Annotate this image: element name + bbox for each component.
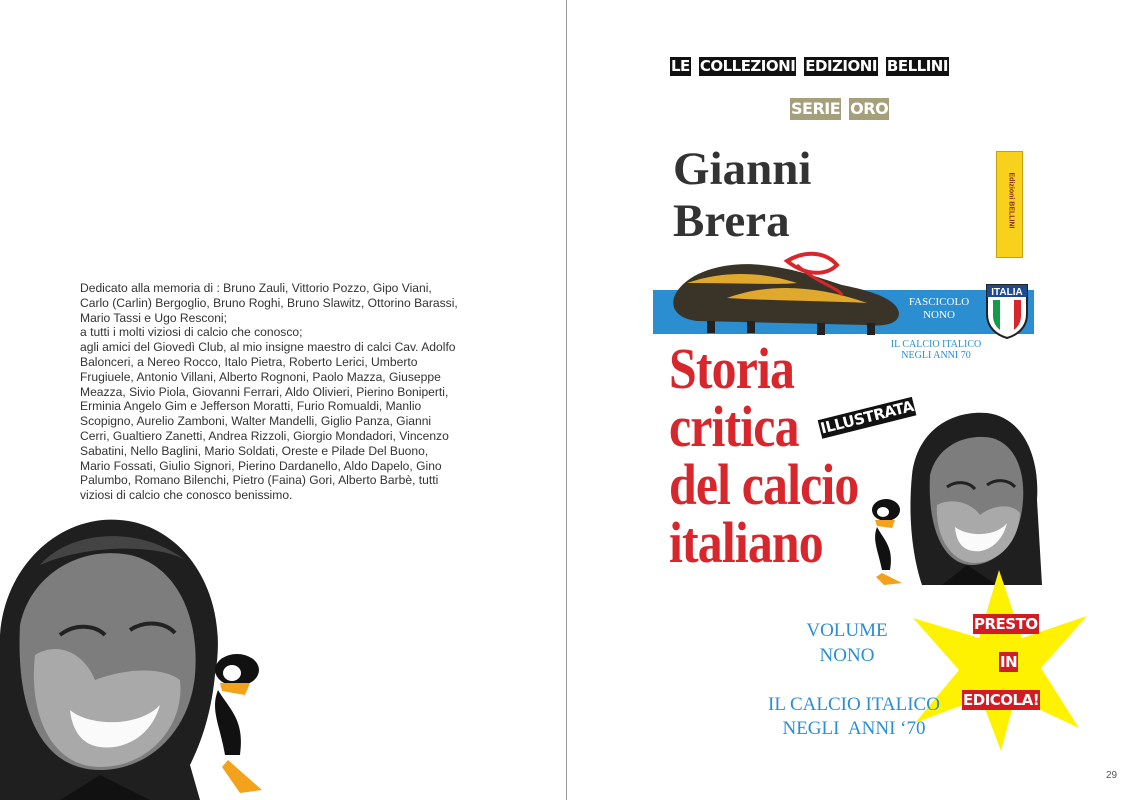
dedication-line: Meazza, Sivio Piola, Giovanni Ferrari, Aldo Olivieri, Pierino Boniperti, <box>80 384 449 399</box>
fascicolo-label <box>889 296 989 322</box>
fascicolo-line: FASCICOLO <box>908 296 970 308</box>
collection-word: BELLINI <box>886 57 948 75</box>
dedication-line: Scopigno, Aurelio Zamboni, Walter Mandelli, Giglio Panza, Gianni <box>80 414 432 429</box>
dedication-line: agli amici del Giovedì Club, al mio insigne maestro di calci Cav. Adolfo <box>80 340 456 355</box>
italia-badge-label: ITALIA <box>991 287 1023 298</box>
volume-line: VOLUME <box>806 620 888 641</box>
collection-title <box>670 57 949 76</box>
promo-word: IN <box>1000 653 1018 671</box>
dedication-line: Sabatini, Nello Baglini, Mario Soldati, Oreste e Pilade Del Buono, <box>80 443 429 458</box>
subtitle-big-line: NEGLI ANNI ‘70 <box>782 718 926 739</box>
portrait-photo <box>0 505 290 800</box>
promo-word: PRESTO <box>974 615 1038 633</box>
author-portrait-photo <box>872 405 1042 585</box>
volume-line: NONO <box>819 645 875 666</box>
collection-word: COLLEZIONI <box>699 57 796 75</box>
dedication-line: a tutti i molti viziosi di calcio che conosco; <box>80 325 303 340</box>
dedication-line: Erminia Angelo Gim e Jefferson Moratti, Furio Romualdi, Manlio <box>80 399 422 414</box>
right-page <box>566 0 1131 800</box>
volume-label <box>797 618 897 668</box>
promo-edicola <box>962 690 1040 710</box>
dedication-line: Dedicato alla memoria di : Bruno Zauli, Vittorio Pozzo, Gipo Viani, <box>80 281 432 295</box>
series-label <box>790 98 889 120</box>
collection-word: LE <box>671 57 690 75</box>
page-number: 29 <box>1106 770 1118 781</box>
subtitle-small <box>871 339 1001 361</box>
fascicolo-line: NONO <box>923 309 955 321</box>
dedication-text <box>80 281 485 503</box>
series-word: ORO <box>850 99 889 118</box>
dedication-line: Frugiuele, Antonio Villani, Alberto Rognoni, Paolo Mazza, Giuseppe <box>80 369 441 384</box>
dedication-line: Balonceri, a Nereo Rocco, Italo Pietra, Roberto Lerici, Umberto <box>80 354 418 369</box>
title-line: Storia <box>669 336 795 401</box>
author-name <box>673 143 811 247</box>
dedication-line: Mario Fossati, Giulio Signori, Pierino Dardanello, Aldo Dapelo, Gino <box>80 458 442 473</box>
illustrata-word: ILLUSTRATA <box>818 397 916 438</box>
promo-presto <box>973 614 1039 634</box>
book-title <box>669 336 859 575</box>
collection-word: EDIZIONI <box>805 57 877 75</box>
subtitle-small-line: IL CALCIO ITALICO <box>890 339 982 350</box>
football-boot-image <box>667 243 907 338</box>
title-line: italiano <box>669 510 823 575</box>
author-last-name: Brera <box>673 195 790 247</box>
subtitle-big-line: IL CALCIO ITALICO <box>768 694 940 715</box>
author-first-name: Gianni <box>673 143 812 195</box>
title-line: critica <box>669 394 799 459</box>
dedication-line: Carlo (Carlin) Bergoglio, Bruno Roghi, Bruno Slawitz, Ottorino Barassi, <box>80 295 458 310</box>
title-line: del calcio <box>669 452 859 517</box>
promo-in <box>999 652 1018 672</box>
book-spine-label: Edizioni BELLINI <box>1007 172 1015 229</box>
subtitle-small-line: NEGLI ANNI 70 <box>901 350 971 361</box>
book-spine-image <box>996 151 1023 258</box>
series-word: SERIE <box>791 99 841 118</box>
subtitle-big <box>739 693 969 741</box>
dedication-line: viziosi di calcio che conosco benissimo. <box>80 488 293 503</box>
promo-word: EDICOLA! <box>963 691 1040 709</box>
dedication-line: Palumbo, Romano Bilenchi, Pietro (Faina) Gori, Alberto Barbè, tutti <box>80 473 439 488</box>
dedication-line: Cerri, Gualtiero Zanetti, Andrea Rizzoli, Giorgio Mondadori, Vincenzo <box>80 428 449 443</box>
dedication-line: Mario Tassi e Ugo Resconi; <box>80 310 227 325</box>
